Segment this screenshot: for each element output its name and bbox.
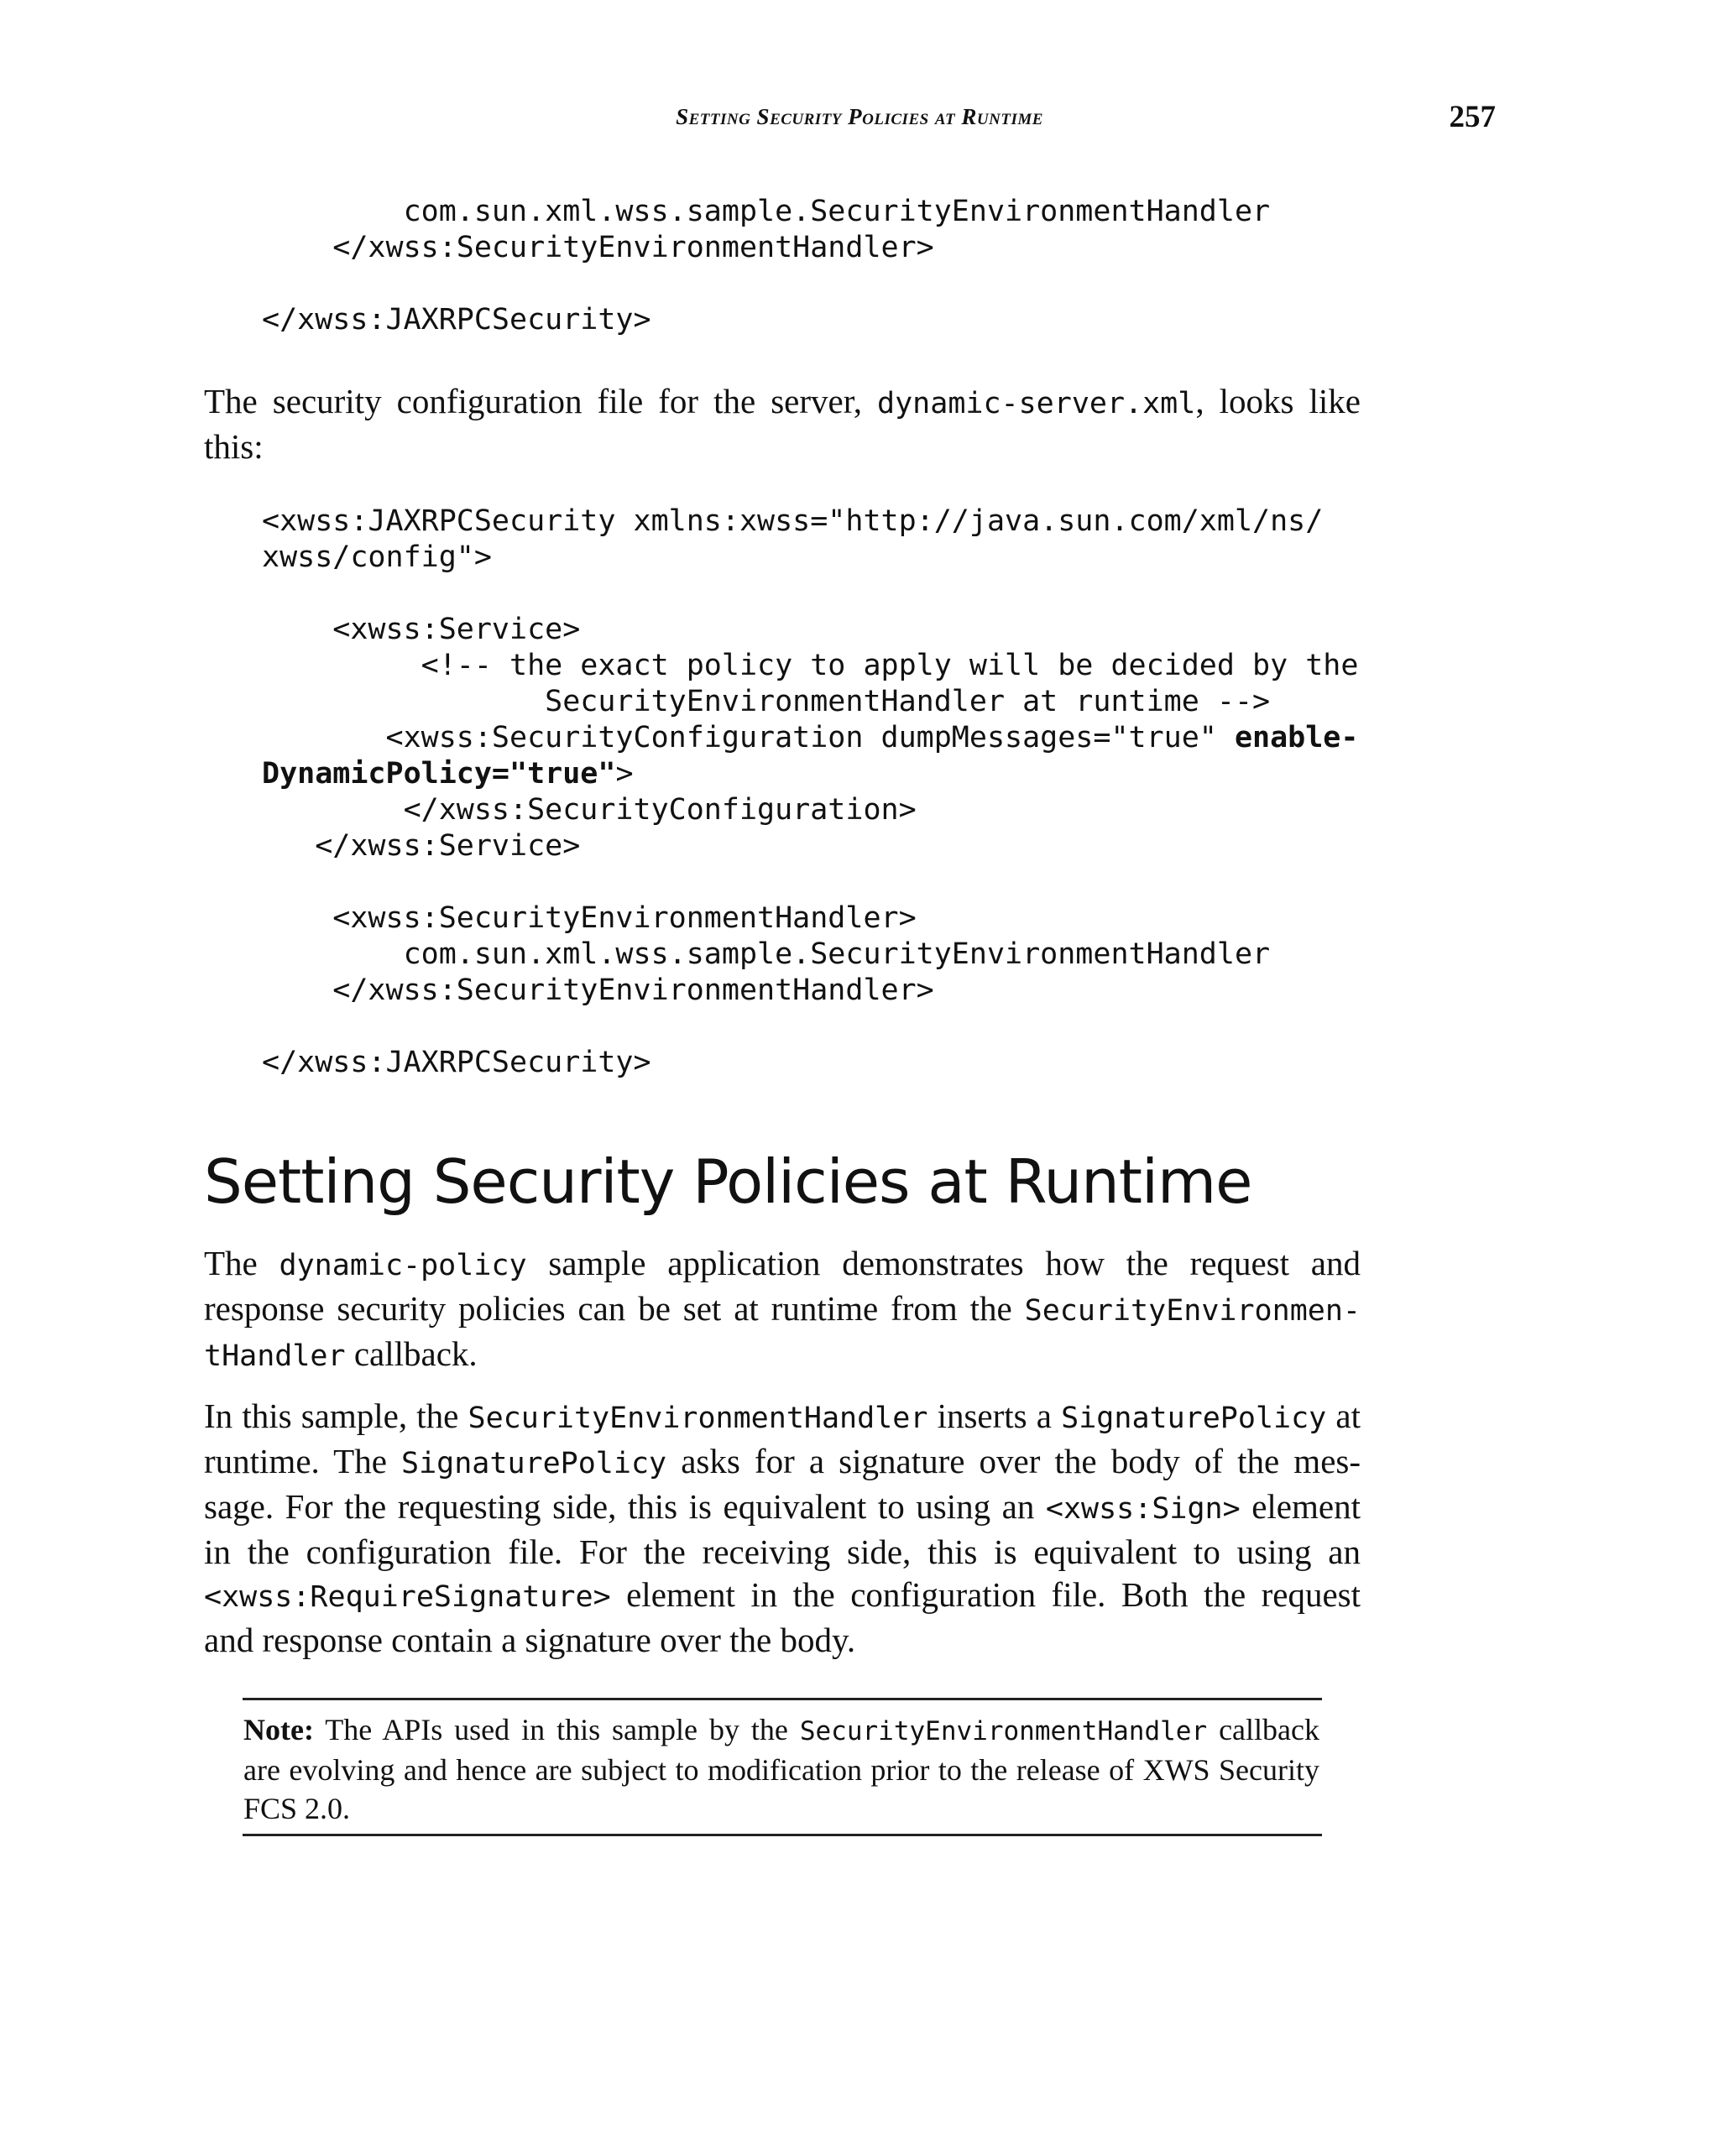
- code-emphasis: enable-: [1234, 721, 1359, 754]
- code-line: SecurityEnvironmentHandler at runtime -->: [262, 685, 1271, 718]
- code-line: <xwss:Service>: [262, 613, 581, 646]
- inline-code: dynamic-server.xml: [877, 387, 1196, 420]
- inline-code: <xwss:Sign>: [1045, 1492, 1241, 1526]
- section-paragraph-2: In this sample, the SecurityEnvironmentHandler inserts a SignaturePolicy at runtime. The SignaturePolicy asks for a signature over the body of the mes-sage. For the requesting side, this is equivalent to using an <xwss:Sign> element in the configuration file. For the receiving side, this is equivalent to using an <xwss:RequireSignature> element in the configuration file. Both the request and response contain a signature over the body.: [204, 1396, 1361, 1659]
- code-line: <!-- the exact policy to apply will be decided by the: [262, 649, 1359, 682]
- running-head: Setting Security Policies at Runtime: [676, 104, 1043, 129]
- intro-paragraph: The security configuration file for the server, dynamic-server.xml, looks like this:: [204, 382, 1361, 466]
- code-line: com.sun.xml.wss.sample.SecurityEnvironmentHandler: [262, 937, 1271, 971]
- code-line: </xwss:SecurityEnvironmentHandler>: [262, 231, 934, 264]
- note-label: Note:: [243, 1713, 314, 1746]
- code-line: </xwss:JAXRPCSecurity>: [262, 1046, 651, 1079]
- code-line: <xwss:SecurityConfiguration dumpMessages="true": [262, 721, 1235, 754]
- code-line: <xwss:JAXRPCSecurity xmlns:xwss="http://java.sun.com/xml/ns/: [262, 504, 1324, 538]
- inline-code: SignaturePolicy: [401, 1447, 667, 1480]
- code-line: </xwss:SecurityEnvironmentHandler>: [262, 974, 934, 1007]
- code-line: xwss/config">: [262, 540, 492, 574]
- note-text: Note: The APIs used in this sample by the SecurityEnvironmentHandler callback are evolving and hence are subject to modification prior to the release of XWS Security FCS 2.0.: [243, 1713, 1319, 1825]
- page-number: 257: [1449, 100, 1496, 134]
- code-line: </xwss:Service>: [262, 829, 581, 863]
- inline-code: SignaturePolicy: [1061, 1402, 1327, 1435]
- inline-code: SecurityEnvironmentHandler: [799, 1716, 1208, 1746]
- code-emphasis: DynamicPolicy="true": [262, 757, 616, 791]
- code-line: </xwss:SecurityConfiguration>: [262, 793, 917, 827]
- inline-code: dynamic-policy: [279, 1249, 527, 1282]
- inline-code: SecurityEnvironmentHandler: [468, 1402, 928, 1435]
- section-paragraph-1: The dynamic-policy sample application demonstrates how the request and response security policies can be set at runtime from the SecurityEnvironmen-tHandler callback.: [204, 1244, 1361, 1373]
- code-listing-top: [262, 194, 1270, 338]
- code-listing-server: <xwss:JAXRPCSecurity xmlns:xwss="http://java.sun.com/xml/ns/ xwss/config"> <xwss:Service> <!-- the exact policy to apply will be decided by the SecurityEnvironmentHandler at runtime --> <xwss:SecurityConfiguration dumpMessages="true" enable- DynamicPolicy="true"> </xwss:SecurityConfiguration> </xwss:Service> <xwss:SecurityEnvironmentHandler> com.sun.xml.wss.sample.SecurityEnvironmentHandler </xwss:SecurityEnvironmentHandler> </xwss:JAXRPCSecurity>: [262, 504, 1359, 1079]
- inline-code: SecurityEnvironmen-tHandler: [204, 1294, 1361, 1373]
- code-line: </xwss:JAXRPCSecurity>: [262, 303, 651, 337]
- section-heading: Setting Security Policies at Runtime: [204, 1146, 1252, 1217]
- code-line: com.sun.xml.wss.sample.SecurityEnvironmentHandler: [262, 195, 1271, 228]
- inline-code: <xwss:RequireSignature>: [204, 1580, 611, 1614]
- code-line: <xwss:SecurityEnvironmentHandler>: [262, 901, 917, 935]
